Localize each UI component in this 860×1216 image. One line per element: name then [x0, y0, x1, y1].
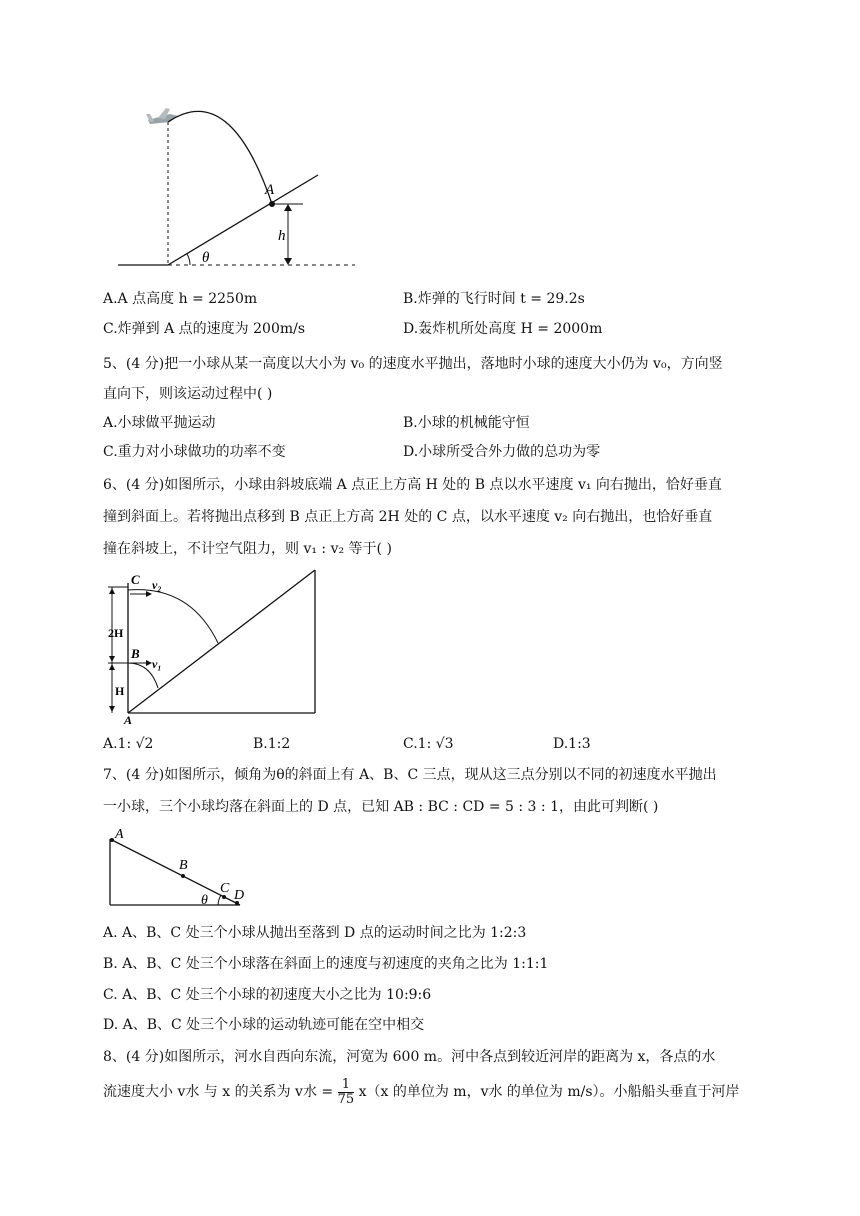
label-h: H	[115, 684, 125, 698]
q6-stem-line3: 撞在斜坡上，不计空气阻力，则 v₁ : v₂ 等于( )	[103, 541, 392, 557]
dim-arrow-2h-top	[109, 588, 115, 594]
label-d: D	[234, 888, 245, 903]
q4-option-d[interactable]: D.轰炸机所处高度 H = 2000m	[403, 321, 603, 337]
q6-figure	[100, 565, 325, 725]
height-label: h	[278, 228, 286, 244]
q8-line2-pre: 流速度大小 v水 与 x 的关系为 v水 =	[103, 1084, 334, 1100]
q6-option-d[interactable]: D.1:3	[553, 736, 591, 752]
q7-option-d[interactable]: D. A、B、C 处三个小球的运动轨迹可能在空中相交	[103, 1017, 425, 1033]
label-2h: 2H	[108, 626, 124, 640]
q7-figure	[100, 825, 260, 915]
q5-option-c[interactable]: C.重力对小球做功的功率不变	[103, 444, 286, 460]
height-arrow-down-head	[284, 258, 292, 265]
q5-option-a[interactable]: A.小球做平抛运动	[103, 415, 216, 431]
q8-fraction-den: 75	[337, 1091, 355, 1107]
q8-fraction-num: 1	[338, 1078, 355, 1093]
q7-stem-line1: 7、(4 分)如图所示，倾角为θ的斜面上有 A、B、C 三点，现从这三点分别以不同的初速度水平抛出	[103, 767, 717, 783]
angle-label: θ	[202, 250, 210, 266]
label-b: B	[131, 646, 140, 661]
label-b: B	[179, 858, 188, 873]
q4-option-c[interactable]: C.炸弹到 A 点的速度为 200m/s	[103, 321, 306, 337]
point-a-dot	[110, 838, 114, 842]
q5-option-d[interactable]: D.小球所受合外力做的总功为零	[403, 444, 601, 460]
label-v2: v₂	[152, 578, 162, 592]
q5-stem-line2: 直向下，则该运动过程中( )	[103, 386, 273, 402]
q6-stem-line1: 6、(4 分)如图所示，小球由斜坡底端 A 点正上方高 H 处的 B 点以水平速度 v₁ 向右抛出，恰好垂直	[103, 477, 722, 493]
q8-stem-line2	[103, 1072, 740, 1112]
q8-fraction	[338, 1078, 355, 1107]
dim-arrow-h-top	[109, 664, 115, 670]
q7-option-b[interactable]: B. A、B、C 处三个小球落在斜面上的速度与初速度的夹角之比为 1:1:1	[103, 956, 549, 972]
q4-option-b[interactable]: B.炸弹的飞行时间 t = 29.2s	[403, 291, 585, 307]
label-a: A	[115, 827, 124, 842]
dim-arrow-2h-bottom	[109, 656, 115, 662]
airplane-icon	[146, 108, 178, 124]
dim-arrow-h-bottom	[109, 706, 115, 712]
height-arrow-up-head	[284, 204, 292, 211]
q6-option-c[interactable]: C.1: √3	[403, 736, 454, 752]
trajectory-curve	[168, 111, 272, 204]
angle-arc	[187, 254, 190, 265]
q8-stem-line1: 8、(4 分)如图所示，河水自西向东流，河宽为 600 m。河中各点到较近河岸的距离为 x，各点的水	[103, 1049, 716, 1065]
angle-arc	[218, 895, 221, 905]
q4-figure	[110, 100, 370, 275]
label-v1: v₁	[152, 657, 162, 671]
q4-option-a[interactable]: A.A 点高度 h = 2250m	[103, 291, 258, 307]
trajectory-c	[128, 590, 218, 643]
point-a-label: A	[265, 182, 275, 198]
q6-option-b[interactable]: B.1:2	[253, 736, 291, 752]
label-c: C	[131, 572, 140, 587]
slope-line	[168, 175, 318, 265]
label-theta: θ	[201, 893, 208, 908]
q6-option-a[interactable]: A.1: √2	[103, 736, 154, 752]
q7-option-a[interactable]: A. A、B、C 处三个小球从抛出至落到 D 点的运动时间之比为 1:2:3	[103, 925, 527, 941]
q5-option-b[interactable]: B.小球的机械能守恒	[403, 415, 530, 431]
q5-stem-line1: 5、(4 分)把一小球从某一高度以大小为 v₀ 的速度水平抛出，落地时小球的速度大小仍为 v₀，方向竖	[103, 356, 723, 372]
label-c: C	[220, 881, 230, 896]
point-b-dot	[181, 874, 185, 878]
q7-stem-line2: 一小球，三个小球均落在斜面上的 D 点，已知 AB : BC : CD = 5 : 3 : 1，由此可判断( )	[103, 799, 659, 815]
q8-line2-post: x（x 的单位为 m，v水 的单位为 m/s）。小船船头垂直于河岸	[358, 1084, 740, 1100]
label-a: A	[124, 713, 133, 727]
q6-stem-line2: 撞到斜面上。若将抛出点移到 B 点正上方高 2H 处的 C 点，以水平速度 v₂ 向右抛出，也恰好垂直	[103, 509, 713, 525]
q7-option-c[interactable]: C. A、B、C 处三个小球的初速度大小之比为 10:9:6	[103, 987, 432, 1003]
